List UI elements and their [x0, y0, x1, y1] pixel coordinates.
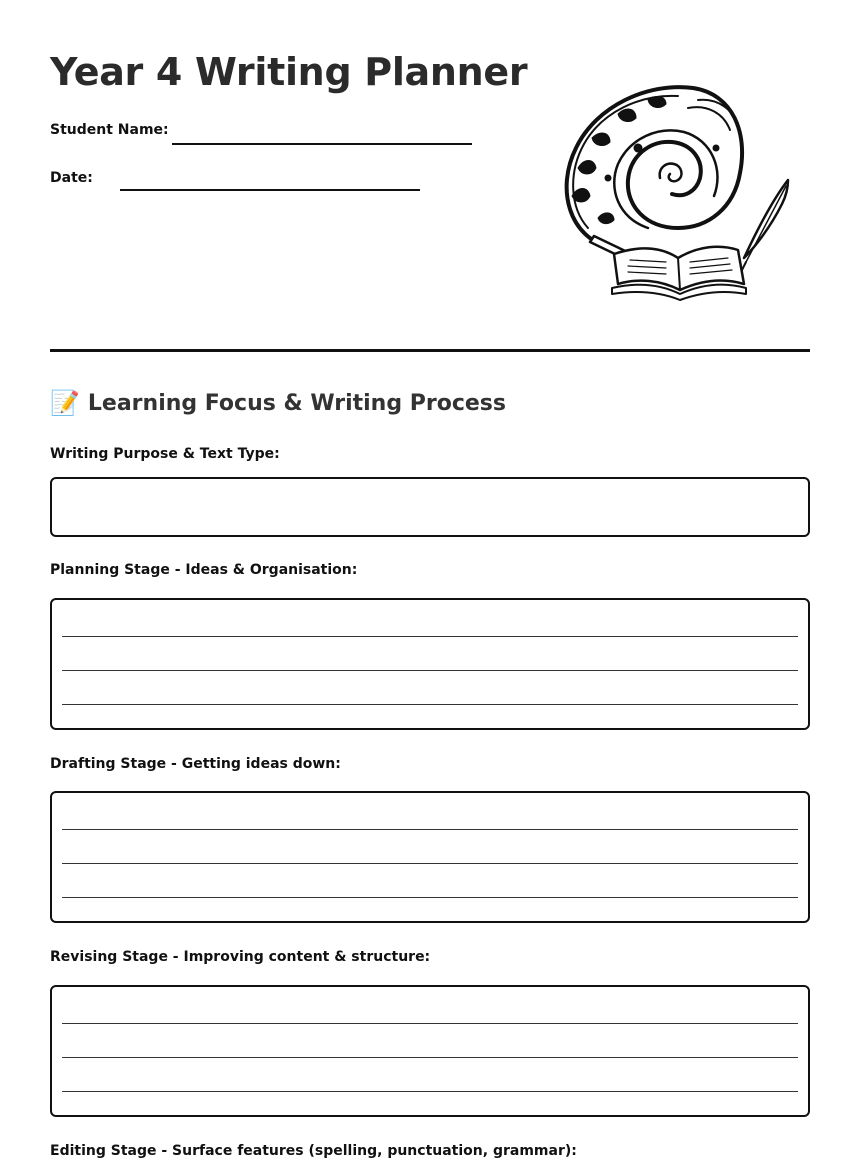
writing-purpose-label: Writing Purpose & Text Type:	[50, 446, 280, 462]
date-field[interactable]	[120, 189, 420, 191]
section-heading-text: Learning Focus & Writing Process	[87, 390, 506, 416]
revising-stage-box[interactable]	[50, 985, 810, 1117]
writing-line	[62, 1023, 798, 1024]
revising-stage-label: Revising Stage - Improving content & structure:	[50, 949, 431, 965]
drafting-stage-label: Drafting Stage - Getting ideas down:	[50, 756, 341, 772]
header-divider	[50, 349, 810, 352]
memo-icon: 📝	[50, 389, 80, 417]
koru-book-quill-illustration	[548, 78, 798, 310]
writing-line	[62, 897, 798, 898]
planning-stage-label: Planning Stage - Ideas & Organisation:	[50, 562, 358, 578]
writing-line	[62, 704, 798, 705]
date-label: Date:	[50, 170, 93, 186]
drafting-stage-box[interactable]	[50, 791, 810, 923]
writing-line	[62, 636, 798, 637]
writing-line	[62, 863, 798, 864]
student-name-field[interactable]	[172, 143, 472, 145]
writing-purpose-box[interactable]	[50, 477, 810, 537]
page-title: Year 4 Writing Planner	[50, 50, 528, 94]
editing-stage-label: Editing Stage - Surface features (spelling, punctuation, grammar):	[50, 1143, 577, 1159]
section-heading	[50, 389, 506, 417]
writing-line	[62, 1057, 798, 1058]
student-name-label: Student Name:	[50, 122, 169, 138]
writing-line	[62, 670, 798, 671]
writing-line	[62, 829, 798, 830]
planning-stage-box[interactable]	[50, 598, 810, 730]
writing-line	[62, 1091, 798, 1092]
